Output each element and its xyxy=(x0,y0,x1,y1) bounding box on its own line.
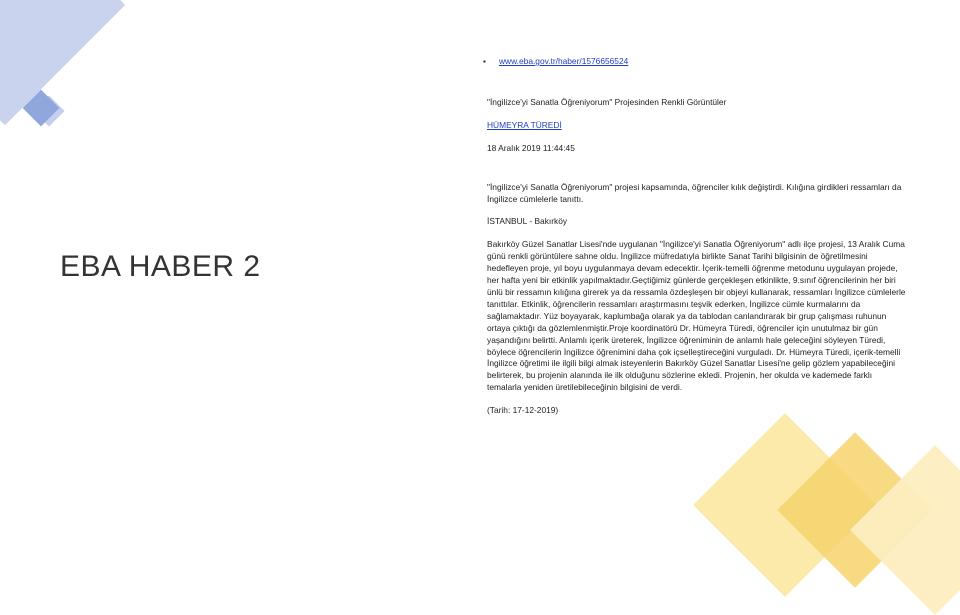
news-headline: "İngilizce'yi Sanatla Öğreniyorum" Projesinden Renkli Görüntüler xyxy=(487,96,727,107)
news-footer-date: (Tarih: 17-12-2019) xyxy=(487,405,559,416)
author-link[interactable]: HÜMEYRA TÜREDİ xyxy=(487,119,562,130)
news-content xyxy=(483,56,907,428)
news-location: İSTANBUL - Bakırköy xyxy=(487,216,568,227)
slide-title: EBA HABER 2 xyxy=(60,250,261,283)
decor-diamond-blue-large xyxy=(0,0,125,125)
link-row xyxy=(483,56,907,68)
news-lead: "İngilizce'yi Sanatla Öğreniyorum" projesi kapsamında, öğrenciler kılık değiştirdi. Kılığına girdikleri ressamları da İngilizce cümlelerle tanıttı. xyxy=(487,181,902,204)
bullet-icon: ▪ xyxy=(483,57,486,66)
news-author xyxy=(487,120,907,132)
news-link[interactable]: www.eba.gov.tr/haber/1576656524 xyxy=(499,56,629,66)
news-body: Bakırköy Güzel Sanatlar Lisesi'nde uygulanan "İngilizce'yi Sanatla Öğreniyorum" adlı ilçe projesi, 13 Aralık Cuma günü renkli görüntülere sahne oldu. İngilizce müfredatıyla birlikte Sanat Tarihi bilgisinin de öğretilmesini hedefleyen proje, yıl boyu uygulanmaya devam edecektir. İçerik-temelli öğrenme metodunu uygulayan projede, her hafta yeni bir etkinlik yapılmaktadır.Geçtiğimiz günlerde gerçekleşen etkinlikte, 9.sınıf öğrencilerinin her biri ünlü bir ressamın kılığına girerek ya da ressamla özdeşleşen bir objeyi kullanarak, ressamları İngilizce cümlelerle tanıttılar. Etkinlik, öğrencilerin ressamları araştırmasını teşvik ederken, İngilizce cümle kurmalarını da sağlamaktadır. Yüz boyayarak, kaplumbağa olarak ya da tablodan canlandırarak bir grup çalışması ruhunun ortaya çıktığı da gözlemlenmiştir.Proje koordinatörü Dr. Hümeyra Türedi, öğrenciler için unutulmaz bir gün yaşandığını belirtti. Anlamlı içerik üreterek, İngilizce öğreniminin de anlamlı hale geleceğini söyleyen Türedi, böylece öğrencilerin İngilizce öğrenimini daha çok içselleştireceğini vurguladı. Dr. Hümeyra Türedi, içerik-temelli İngilizce öğretimi ile ilgili bilgi almak isteyenlerin Bakırköy Güzel Sanatlar Lisesi'ne gelip gözlem yapabileceğini belirterek, bu projenin alanında ile ilk olduğunu sözlerine ekledi. Projenin, her okulda ve kademede farklı temalarla yeniden üretilebileceğinin bilgisini de verdi. xyxy=(487,239,906,393)
news-datetime: 18 Aralık 2019 11:44:45 xyxy=(487,142,575,153)
